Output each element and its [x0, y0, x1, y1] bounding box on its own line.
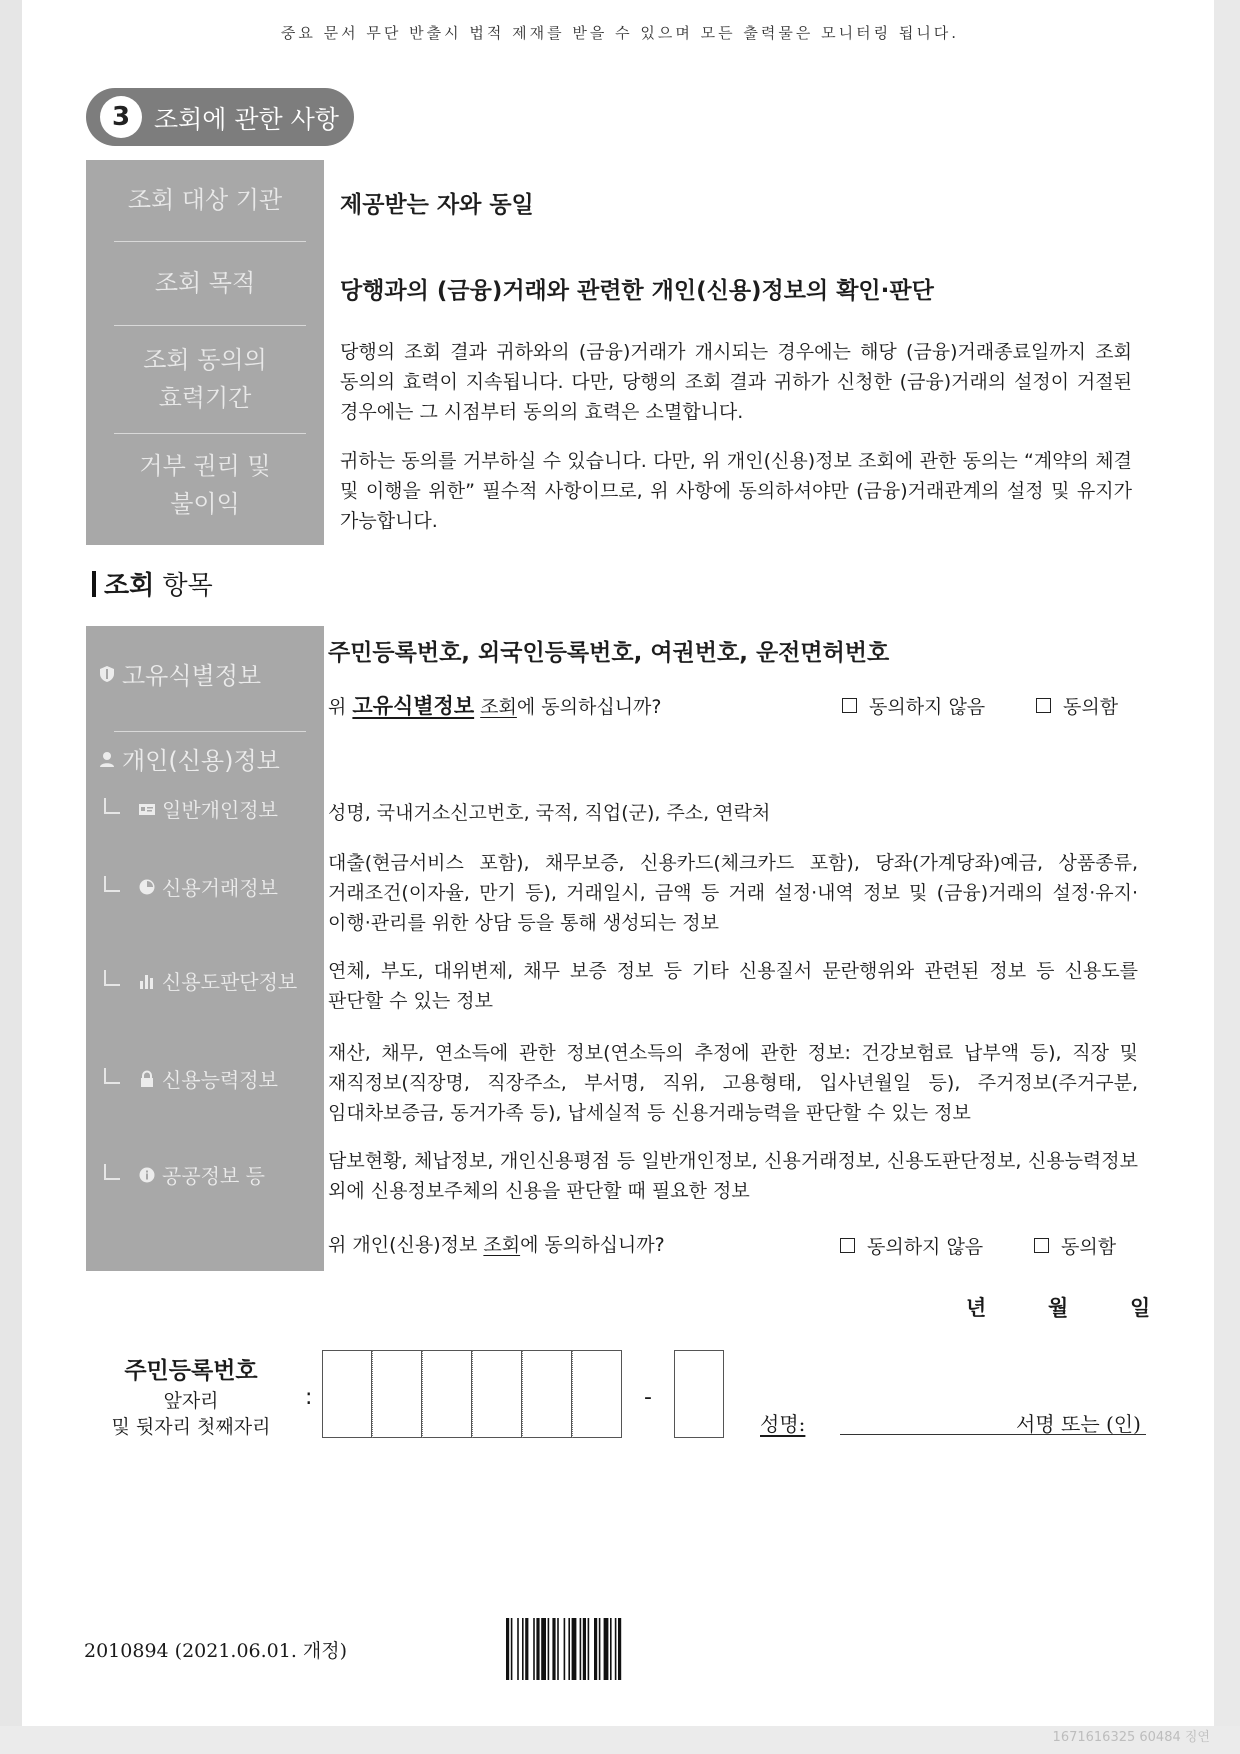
- inquiry-institution-value: 제공받는 자와 동일: [340, 192, 534, 218]
- option-label: 동의함: [1063, 696, 1119, 718]
- barcode-bar: [604, 1618, 609, 1680]
- checkbox[interactable]: [842, 698, 857, 713]
- info-icon: [138, 1166, 156, 1184]
- person-icon: [98, 750, 116, 768]
- barcode-bar: [548, 1618, 550, 1680]
- label-credit-capacity-info: [104, 1064, 278, 1093]
- label-validity-period-line1: 조회 동의의: [143, 346, 267, 374]
- sign-or-seal-label: 서명 또는 (인): [1016, 1412, 1141, 1436]
- barcode-bar: [583, 1618, 586, 1680]
- barcode-bar: [552, 1618, 555, 1680]
- barcode-bar: [533, 1618, 535, 1680]
- barcode-bar: [615, 1618, 617, 1680]
- tree-connector: [104, 798, 120, 814]
- personal-credit-agree-option[interactable]: [1034, 1232, 1116, 1259]
- credit-rating-info-label-text: 신용도판단정보: [162, 970, 298, 994]
- rrn-digit-box[interactable]: [372, 1350, 422, 1438]
- tree-connector: [104, 876, 120, 892]
- unique-id-items: 주민등록번호, 외국인등록번호, 여권번호, 운전면허번호: [328, 640, 890, 666]
- label-credit-transaction-info: [104, 872, 278, 901]
- unique-id-label-text: 고유식별정보: [122, 662, 262, 690]
- tree-connector: [104, 1164, 120, 1180]
- label-validity-period-line2: 효력기간: [158, 384, 252, 412]
- scan-edge-right: [1214, 0, 1240, 1754]
- rrn-subtitle-front: 앞자리: [163, 1390, 219, 1412]
- barcode-bar: [580, 1618, 582, 1680]
- public-info-text: 담보현황, 체납정보, 개인신용평점 등 일반개인정보, 신용거래정보, 신용도판단정보, 신용능력정보 외에 신용정보주체의 신용을 판단할 때 필요한 정보: [328, 1150, 1138, 1202]
- barcode-bar: [511, 1618, 513, 1680]
- section-title: 조회에 관한 사항: [154, 105, 339, 134]
- personal-credit-disagree-option[interactable]: [840, 1232, 983, 1259]
- rrn-colon: :: [305, 1385, 313, 1410]
- barcode-bar: [572, 1618, 577, 1680]
- general-personal-info-text: 성명, 국내거소신고번호, 국적, 직업(군), 주소, 연락처: [328, 802, 771, 824]
- personal-credit-label-text: 개인(신용)정보: [122, 747, 280, 775]
- rrn-digit-box[interactable]: [322, 1350, 372, 1438]
- public-info-label-text: 공공정보 등: [162, 1164, 265, 1188]
- credit-capacity-info-label-text: 신용능력정보: [162, 1068, 278, 1092]
- rrn-digit-box[interactable]: [522, 1350, 572, 1438]
- unique-id-disagree-option[interactable]: [842, 692, 985, 719]
- option-label: 동의하지 않음: [869, 696, 986, 718]
- credit-rating-info-text: 연체, 부도, 대위변제, 채무 보증 정보 등 기타 신용질서 문란행위와 관련된 정보 등 신용도를 판단할 수 있는 정보: [328, 960, 1138, 1012]
- credit-transaction-info-text: 대출(현금서비스 포함), 채무보증, 신용카드(체크카드 포함), 당좌(가계당좌)예금, 상품종류, 거래조건(이자율, 만기 등), 거래일시, 금액 등 거래 설정·내역 정보 및 (금융)거래의 설정·유지·이행·관리를 위한 상담 등을 통해 생성되는 정보: [328, 852, 1138, 934]
- barcode-bar: [522, 1618, 524, 1680]
- chart-pie-icon: [138, 878, 156, 896]
- rrn-subtitle-back: 및 뒷자리 첫째자리: [111, 1416, 271, 1438]
- rrn-title: 주민등록번호: [124, 1358, 258, 1384]
- option-label: 동의함: [1061, 1236, 1117, 1258]
- monitoring-notice: 중요 문서 무단 반출시 법적 제재를 받을 수 있으며 모든 출력물은 모니터링 됩니다.: [280, 24, 960, 42]
- rrn-dash: -: [644, 1385, 652, 1410]
- barcode-bar: [599, 1618, 601, 1680]
- barcode-bar: [564, 1618, 566, 1680]
- label-divider: [114, 731, 306, 732]
- question-underlined: 조회: [480, 696, 517, 718]
- heading-bold: 조회: [104, 571, 155, 601]
- barcode-bar: [525, 1618, 528, 1680]
- credit-capacity-info-text: 재산, 채무, 연소득에 관한 정보(연소득의 추정에 관한 정보: 건강보험료 납부액 등), 직장 및 재직정보(직장명, 직장주소, 부서명, 직위, 고용형태, 입사년월일 등), 주거정보(주거구분, 임대차보증금, 동거가족 등), 납세실적 등 신용거래능력을 판단할 수 있는 정보: [328, 1042, 1138, 1124]
- label-general-personal-info: [104, 794, 278, 823]
- question-text: 위: [328, 696, 353, 718]
- unique-id-agree-option[interactable]: [1036, 692, 1118, 719]
- barcode: [506, 1618, 686, 1680]
- checkbox[interactable]: [840, 1238, 855, 1253]
- name-label: 성명:: [760, 1412, 806, 1436]
- credit-transaction-info-label-text: 신용거래정보: [162, 876, 278, 900]
- barcode-bar: [536, 1618, 539, 1680]
- form-code: 2010894 (2021.06.01. 개정): [84, 1640, 348, 1662]
- barcode-bar: [506, 1618, 509, 1680]
- barcode-bar: [594, 1618, 597, 1680]
- label-public-info: [104, 1160, 265, 1189]
- label-inquiry-institution: 조회 대상 기관: [127, 186, 283, 214]
- lock-icon: [138, 1070, 156, 1088]
- barcode-bar: [541, 1618, 546, 1680]
- checkbox[interactable]: [1036, 698, 1051, 713]
- label-divider: [114, 325, 306, 326]
- card-icon: [138, 800, 156, 818]
- label-refusal-right-line1: 거부 권리 및: [139, 452, 271, 480]
- scan-edge-left: [0, 0, 22, 1754]
- personal-credit-consent-question: [328, 1230, 665, 1257]
- date-year-label: 년: [966, 1296, 987, 1320]
- label-divider: [114, 241, 306, 242]
- unique-id-consent-question: [328, 690, 662, 720]
- rrn-digit-box[interactable]: [572, 1350, 622, 1438]
- heading-rest: 항목: [154, 571, 213, 601]
- shield-icon: [98, 665, 116, 683]
- heading-bar: [92, 571, 96, 597]
- barcode-bar: [517, 1618, 519, 1680]
- general-personal-info-label-text: 일반개인정보: [162, 798, 278, 822]
- rrn-digit-box[interactable]: [472, 1350, 522, 1438]
- tree-connector: [104, 1068, 120, 1084]
- label-refusal-right-line2: 불이익: [170, 490, 240, 518]
- question-emphasis: 고유식별정보: [352, 694, 475, 718]
- label-unique-id-info: [98, 656, 261, 691]
- date-month-label: 월: [1048, 1296, 1069, 1320]
- label-inquiry-purpose: 조회 목적: [154, 269, 256, 297]
- checkbox[interactable]: [1034, 1238, 1049, 1253]
- document-serial: 1671616325 60484 징연: [1052, 1730, 1210, 1745]
- barcode-bar: [568, 1618, 570, 1680]
- question-text: 에 동의하십니까?: [516, 696, 662, 718]
- rrn-digit-box[interactable]: [674, 1350, 724, 1438]
- section-number: 3: [100, 96, 142, 138]
- tree-connector: [104, 970, 120, 986]
- label-credit-rating-info: [104, 966, 297, 995]
- question-underlined: 조회: [483, 1234, 521, 1256]
- label-personal-credit-info: [98, 741, 280, 776]
- question-text: 에 동의하십니까?: [520, 1234, 665, 1256]
- inquiry-items-heading: [92, 565, 213, 602]
- date-day-label: 일: [1130, 1296, 1151, 1320]
- barcode-bar: [610, 1618, 612, 1680]
- rrn-digit-box[interactable]: [422, 1350, 472, 1438]
- refusal-right-text: 귀하는 동의를 거부하실 수 있습니다. 다만, 위 개인(신용)정보 조회에 관한 동의는 “계약의 체결 및 이행을 위한” 필수적 사항이므로, 위 사항에 동의하셔야만 (금융)거래관계의 설정 및 유지가 가능합니다.: [340, 450, 1132, 532]
- question-text: 위 개인(신용)정보: [328, 1234, 484, 1256]
- option-label: 동의하지 않음: [867, 1236, 984, 1258]
- inquiry-purpose-value: 당행과의 (금융)거래와 관련한 개인(신용)정보의 확인·판단: [340, 278, 934, 304]
- validity-period-text: 당행의 조회 결과 귀하와의 (금융)거래가 개시되는 경우에는 해당 (금융)거래종료일까지 조회 동의의 효력이 지속됩니다. 다만, 당행의 조회 결과 귀하가 신청한 (금융)거래의 설정이 거절된 경우에는 그 시점부터 동의의 효력은 소멸합니다.: [340, 341, 1132, 423]
- barcode-bar: [618, 1618, 621, 1680]
- barcode-bar: [588, 1618, 590, 1680]
- barcode-bar: [557, 1618, 559, 1680]
- bar-chart-icon: [138, 972, 156, 990]
- label-divider: [114, 433, 306, 434]
